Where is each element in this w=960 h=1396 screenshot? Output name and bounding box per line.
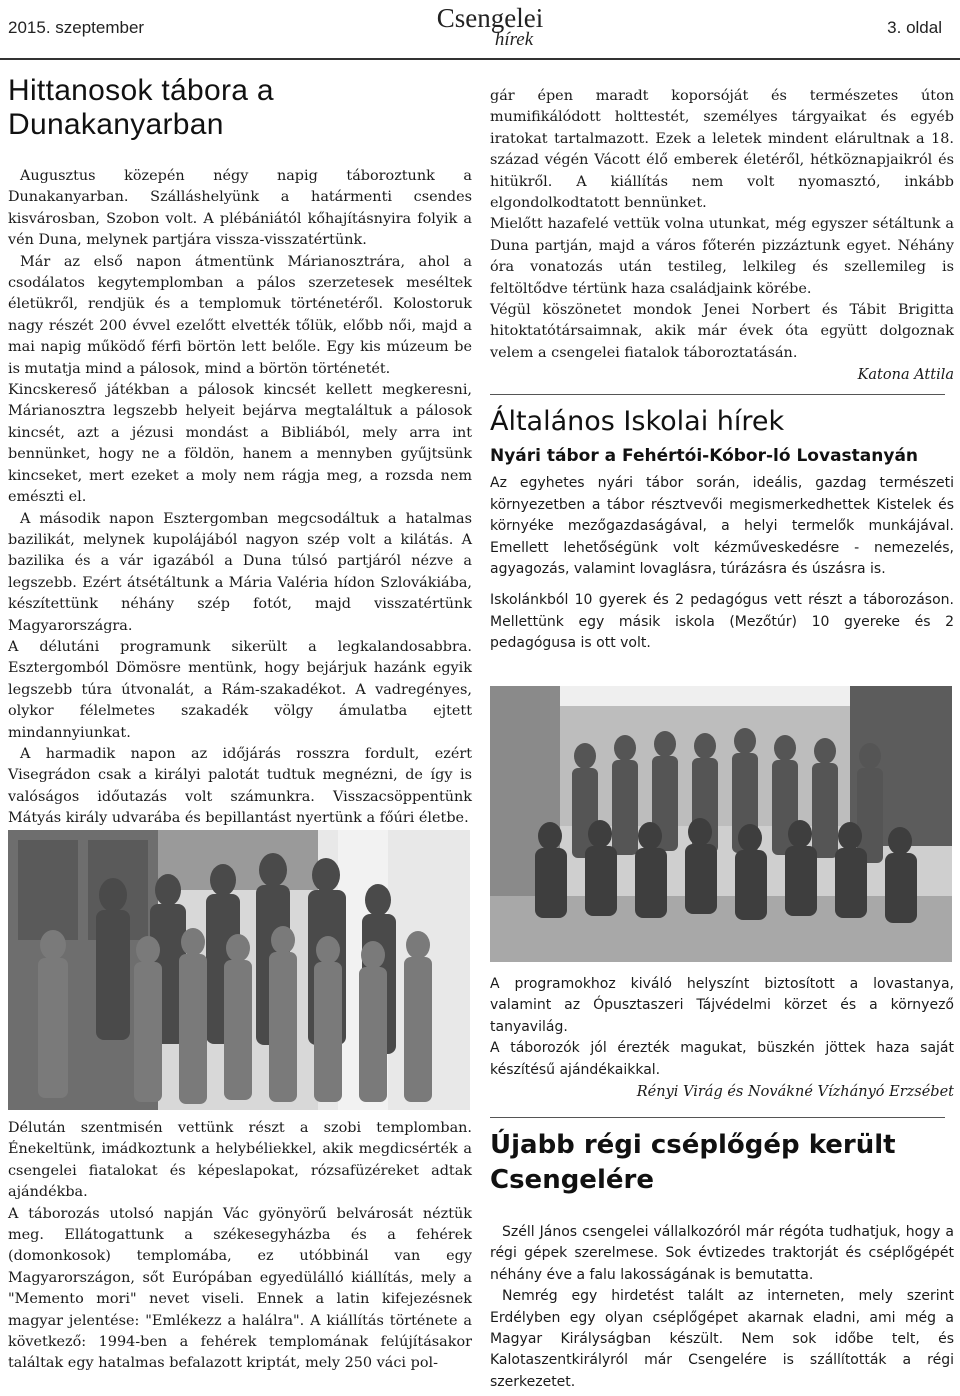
group-photo-church-door: [8, 830, 470, 1110]
page-header: [0, 0, 960, 60]
masthead-title: Csengelei: [436, 3, 544, 33]
paragraph: gár épen maradt koporsóját és természetes úton mumifikálódott holttestét, személyes tárgyaikat és egyéb iratokat tartalmazott. Ezek a leletek mindent elárultnak a 18. század végén Vácott élő emberek életéről, hétköznapjaikról és hitükről. A kiállítás nem volt nyomasztó, inkább elgondolkodtatott bennünket.: [490, 88, 954, 212]
paragraph: A táborozók jól érezték magukat, büszkén jöttek haza saját készítésű ajándékaikkal.: [490, 1040, 954, 1078]
paragraph: Augusztus közepén négy napig táboroztunk a Dunakanyarban. Szálláshelyünk a határmenti csendes kisvárosban, Szobon volt. A plébániától kőhajításnyira folyik a vén Duna, melynek partjára vissza-visszatértünk.: [8, 168, 472, 249]
paragraph: Kincskereső játékban a pálosok kincsét kellett megkeresni, Márianosztra legszebb helyeit bejárva megtaláltuk a pálosok kincsét, azt a jézusi mondást a Bibliából, mely arra int bennünket, hogy ne a földön, hanem a mennyben gyűjtsünk kincseket, mert ezeket a moly nem rágja meg, a rozsda nem emészti el.: [8, 382, 472, 506]
article-subheading: Nyári tábor a Fehértói-Kóbor-ló Lovastanyán: [490, 446, 919, 467]
paragraph: A programokhoz kiváló helyszínt biztosított a lovastanya, valamint az Ópusztaszeri Tájvédelmi körzet és a környező tanyavilág.: [490, 976, 954, 1035]
paragraph: Már az első napon átmentünk Márianosztrára, ahol a csodálatos kegytemplomban a pálos szerzetesek meséltek életükről, rendjük és a templomuk történetéről. Kolostoruk nagy részét 200 évvel ezelőtt elvették tőlük, előbb női, majd a mai napig működő férfi börtön lett belőle. Egy kis múzeum be is mutatja mind a pálosok, mind a börtön történetét.: [8, 253, 472, 377]
paragraph: Végül köszönetet mondok Jenei Norbert és Tábit Brigitta hitoktatótársaimnak, akik már évek óta együtt dolgoznak velem a csengelei fiatalok táboroztatásán.: [490, 302, 954, 361]
paragraph: A délutáni programunk sikerült a legkalandosabbra. Esztergomból Dömösre mentünk, hogy bejárjuk hazánk egyik legszebb túra útvonalát, a Rám-szakadékot. A vadregényes, olykor félelmetes szakadék völgy ámulatba ejtett mindannyiunkat.: [8, 638, 472, 741]
paragraph: Széll János csengelei vállalkozóról már régóta tudhatjuk, hogy a régi gépek szerelmese. Sok évtizedes traktorját és cséplőgépét néhány éve a falu lakosságának is bemutatta.: [490, 1224, 954, 1283]
masthead-logo: [420, 4, 560, 48]
paragraph: Az egyhetes nyári tábor során, ideális, gazdag természeti környezetben a tábor résztvevői megismerkedhettek Kistelek és környéke mezőgazdaságával, a helyi termelők munkájával. Emellett lehetőségünk volt kézműveskedésre - nemezelés, agyagozás, valamint lovaglásra, túrázásra és úszásra is.: [490, 475, 954, 577]
section-divider: [490, 394, 945, 395]
author-signature: Katona Attila: [857, 367, 954, 384]
page-number: 3. oldal: [887, 18, 942, 37]
left-column: [8, 64, 472, 830]
paragraph: Délután szentmisén vettünk részt a szobi templomban. Énekeltünk, imádkoztunk a helybéliekkel, akik megdicsérték a csengelei fiatalokat és képeslapokat, rózsafüzéreket adtak ajándékba.: [8, 1120, 472, 1201]
paragraph: Mielőtt hazafelé vettük volna utunkat, még egyszer sétáltunk a Duna partján, majd a város főterén pizzáztunk egyet. Néhány óra vonatozás után testileg, lelkileg és szellemileg is feltöltődve tértünk haza családjaink körébe.: [490, 216, 954, 297]
section-divider: [490, 1117, 945, 1118]
right-column: [490, 86, 954, 655]
article-title-camp: Hittanosok tábora a Dunakanyarban: [8, 74, 274, 141]
paragraph: A táborozás utolsó napján Vác gyönyörű belvárosát néztük meg. Ellátogattunk a székesegyházba és a fehérek (domonkosok) templomába, ez utóbbinál van egy Magyarországon, sőt Európában egyedülálló kiállítás, mely a "Memento mori" nevet viseli. Ennek a latin kifejezésnek magyar jelentése: "Emlékezz a halálra". A kiállítás története a következő: 1994-ben a fehérek templomának felújításakor találtak egy hatalmas befalazott kriptát, mely 250 váci pol-: [8, 1205, 472, 1372]
group-photo-horse-farm: [490, 686, 952, 962]
paragraph: Iskolánkból 10 gyerek és 2 pedagógus vett részt a táborozáson. Mellettünk egy másik iskola (Mezőtúr) 10 gyereke és 2 pedagógusa is ott volt.: [490, 592, 954, 652]
right-column-continued: [490, 974, 954, 1393]
section-title-school-news: Általános Iskolai hírek: [490, 406, 785, 438]
author-signature: Rényi Virág és Novákné Vízhányó Erzsébet: [636, 1084, 954, 1101]
left-column-continued: [8, 1118, 472, 1375]
paragraph: Nemrég egy hirdetést talált az interneten, mely szerint Erdélyben egy olyan cséplőgépet akarnak eladni, ami még a Magyar Királyságban készült. Nem sok időbe telt, és Kalotaszentkirályról már Csengelére is szállították a régi szerkezetet.: [490, 1288, 954, 1390]
paragraph: A harmadik napon az időjárás rosszra fordult, ezért Visegrádon csak a királyi palotát tudtuk megnézni, de így is valóságos időutazás volt számunkra. Visszacsöppentünk Mátyás király udvarába és bepillantást nyertünk a főúri életbe.: [8, 745, 472, 827]
paragraph: A második napon Esztergomban megcsodáltuk a hatalmas bazilikát, melynek kupolájából nagyon szép volt a kilátás. A bazilika és a vár igazából a Duna túlsó partjáról nézve a legszebb. Ezért átsétáltunk a Mária Valéria hídon Szlovákiába, készítettünk néhány szép fotót, majd visszatértünk Magyarországra.: [8, 510, 472, 634]
article-title-threshing-machine: Újabb régi cséplőgép került Csengelére: [490, 1130, 896, 1196]
masthead-subtitle: hírek: [494, 29, 534, 50]
issue-date: 2015. szeptember: [8, 18, 145, 37]
